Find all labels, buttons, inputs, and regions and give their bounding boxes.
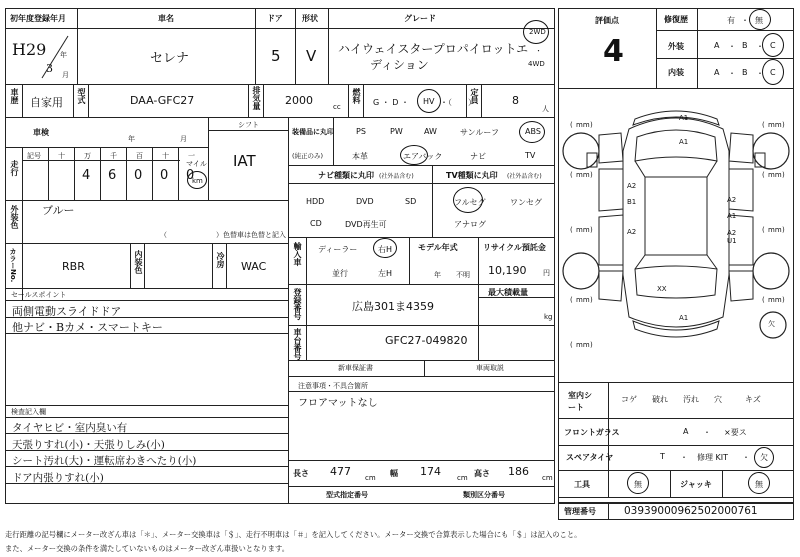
mm-unit: mm [768, 296, 782, 304]
rule [5, 200, 288, 201]
navi-item: DVD [356, 197, 374, 206]
mileage-digit: 6 [108, 168, 117, 183]
grade-line-1: ハイウェイスタープロパイロットエ [338, 42, 529, 56]
shift-label: シフト [238, 121, 259, 129]
interior-color-label: 内装色 [134, 250, 143, 274]
rule [22, 147, 23, 200]
navi-item: CD [310, 219, 322, 228]
rule [126, 147, 127, 200]
interior-seat-label: 室内シート [568, 391, 592, 412]
color-no-label: カラーNo. [9, 248, 17, 283]
shape-value: V [306, 47, 317, 65]
rule [328, 8, 329, 84]
jack-value: 無 [755, 480, 763, 489]
windshield-option: A [683, 427, 689, 436]
equipment-item: AW [424, 127, 437, 136]
exterior-option: C [770, 41, 776, 50]
rule [248, 84, 249, 117]
rule [74, 147, 75, 200]
class-number-label: 類別区分番号 [463, 491, 505, 499]
rule [288, 391, 555, 392]
type-designation-label: 型式指定番号 [326, 491, 368, 499]
bracket-close: ) [782, 226, 785, 234]
bracket-open: ( [570, 296, 573, 304]
equipment-item: 本革 [352, 152, 368, 161]
damage-mark: A2 [627, 182, 637, 190]
ac-value: WAC [241, 260, 267, 273]
bracket-open: ( [762, 121, 765, 129]
bracket-open: ( [570, 226, 573, 234]
rule [178, 147, 179, 200]
mm-unit: mm [576, 121, 590, 129]
import-parallel: 並行 [332, 269, 348, 278]
interior-seat-option: 穴 [714, 395, 722, 404]
exterior-option: ・ [728, 42, 736, 51]
rule [208, 130, 288, 131]
interior-option: ・ [756, 69, 764, 78]
rule [722, 470, 723, 497]
rule [77, 8, 78, 84]
mileage-digit-header: 記号 [27, 152, 41, 160]
drive-separator: ・ [535, 47, 542, 55]
rule [288, 325, 555, 326]
interior-grade-circle [762, 59, 784, 85]
wheel-front-left [563, 133, 599, 169]
drive-4wd: 4WD [528, 60, 545, 68]
rule [424, 360, 425, 376]
rule [288, 460, 555, 461]
exterior-label: 外装 [668, 42, 684, 51]
sales-point-item: 他ナビ・Bカメ・スマートキー [12, 321, 163, 334]
interior-option: A [714, 68, 720, 77]
rule [288, 376, 555, 377]
import-right: 右H [378, 245, 393, 254]
abs-circle [519, 121, 545, 143]
bracket-close: ) [782, 171, 785, 179]
max-load-label: 最大積載量 [488, 288, 528, 297]
windshield-label: フロントガラス [564, 428, 620, 437]
interior-seat-option: 汚れ [683, 395, 699, 404]
interior-seat-option: キズ [745, 395, 761, 404]
footer-line-2: また、メーター交換の条件を満たしていないものはメーター改ざん車扱いとなります。 [5, 544, 289, 553]
drive-2wd-circle [523, 20, 549, 44]
tv-item: ワンセグ [510, 198, 542, 207]
km-circle [187, 171, 207, 189]
new-car-warranty: 新車保証書 [338, 364, 373, 372]
rule [558, 497, 794, 498]
mileage-digit: 0 [160, 168, 169, 183]
first-reg-label: 初年度登録年月 [10, 14, 66, 23]
bracket-close: ) [590, 226, 593, 234]
rule [5, 288, 288, 289]
mile-label: マイル [186, 160, 207, 168]
damage-mark: U1 [727, 237, 737, 245]
length-value: 477 [330, 465, 351, 478]
length-unit: cm [365, 474, 376, 482]
import-label: 輸入車 [293, 242, 302, 266]
spare-tire-option: T [660, 452, 665, 461]
width-unit: cm [457, 474, 468, 482]
repair-option: ・ [741, 16, 749, 25]
model-year-year: 年 [434, 271, 441, 279]
equipment-item: サンルーフ [460, 128, 499, 137]
spare-tire-option: ・ [742, 453, 750, 462]
navi-label: ナビ種類に丸印 [318, 171, 374, 180]
airbag-circle [400, 145, 428, 165]
inspector-note-item: ドア内張りすれ(小) [12, 471, 104, 484]
interior-label: 内装 [668, 68, 684, 77]
rule [288, 165, 555, 166]
windshield-option: ×要ス [724, 428, 747, 437]
rule [432, 165, 433, 237]
rule [263, 84, 264, 117]
rule [48, 147, 49, 200]
color-label: 外装色 [10, 205, 19, 229]
rule [288, 486, 555, 487]
damage-mark: A1 [679, 138, 689, 146]
navi-sub: (社外品含む) [379, 173, 414, 180]
bracket-close: ) [782, 121, 785, 129]
rule [697, 8, 698, 88]
tv-label: TV種類に丸印 [446, 171, 498, 180]
interior-seat-option: 破れ [652, 395, 668, 404]
displacement-value: 2000 [285, 94, 313, 107]
first-reg-month: 3 [46, 62, 53, 75]
vehicle-manual: 車両取説 [476, 364, 504, 372]
mm-unit: mm [576, 296, 590, 304]
repair-option: 無 [755, 16, 763, 25]
interior-option: C [770, 68, 776, 77]
rule [88, 84, 89, 117]
rule [288, 117, 289, 360]
rule [152, 147, 153, 200]
mileage-digit-header: 十 [58, 152, 65, 160]
rule [255, 8, 256, 84]
mileage-digit-header: 百 [136, 152, 143, 160]
right-hand-circle [373, 238, 397, 258]
score-value: 4 [603, 34, 624, 69]
rule [306, 237, 307, 284]
damage-mark: B1 [627, 198, 637, 206]
rule [295, 8, 296, 84]
import-dealer: ディーラー [318, 245, 358, 254]
rule [5, 433, 288, 434]
exterior-grade-circle [762, 33, 784, 57]
inspector-note-item: シート汚れ(大)・運転席わきへたり(小) [12, 455, 197, 467]
inspector-label: 検査記入欄 [11, 408, 46, 416]
usage-value: 自家用 [30, 96, 63, 109]
damage-mark: A1 [679, 314, 689, 322]
year-unit: 年 [60, 51, 67, 59]
repair-none-circle [749, 9, 771, 30]
month-unit: 月 [62, 71, 69, 79]
navi-item: HDD [306, 197, 325, 206]
bracket-close: ) [590, 121, 593, 129]
bracket-open: ( [570, 341, 573, 349]
rule [558, 470, 794, 471]
repair-option: 有 [727, 16, 735, 25]
bracket-open: ( [570, 171, 573, 179]
model-year-label: モデル年式 [418, 243, 458, 252]
score-label: 評価点 [595, 16, 619, 25]
fuel-circle [417, 89, 441, 113]
width-label: 幅 [390, 469, 398, 478]
rule [288, 237, 555, 238]
bracket-open: ( [570, 121, 573, 129]
bracket-open: ( [762, 226, 765, 234]
height-unit: cm [542, 474, 553, 482]
mm-unit: mm [576, 341, 590, 349]
rule [22, 84, 23, 117]
rule [288, 284, 555, 285]
repair-label: 修復歴 [664, 15, 688, 24]
rule [5, 405, 288, 406]
height-label: 高さ [474, 469, 490, 478]
door-count: 5 [271, 47, 281, 65]
recycle-label: リサイクル預託金 [483, 243, 546, 252]
rule [5, 243, 288, 244]
inspector-note-item: 天張りすれ(小)・天張りしみ(小) [12, 438, 165, 451]
usage-label: 車歴 [10, 88, 19, 104]
capacity-label: 定員 [470, 88, 479, 104]
damage-mark: A2 [727, 229, 737, 237]
mm-unit: mm [768, 121, 782, 129]
color-value: ブルー [42, 204, 75, 217]
capacity-unit: 人 [542, 105, 549, 113]
missing-mark: 欠 [768, 320, 775, 328]
rule [5, 450, 288, 451]
rule [306, 284, 307, 360]
mm-unit: mm [576, 226, 590, 234]
rule [5, 466, 288, 467]
notes-label: 注意事項・不具合箇所 [298, 382, 368, 390]
damage-mark: XX [657, 285, 667, 293]
fuel-selected: HV [423, 97, 435, 106]
mm-unit: mm [768, 226, 782, 234]
model-value: DAA-GFC27 [130, 94, 195, 107]
wheel-rear-left [563, 253, 599, 289]
spare-tire-label: スペアタイヤ [566, 453, 614, 462]
rule [478, 237, 479, 360]
wheel-rear-right [753, 253, 789, 289]
grade-line-2: ディション [370, 58, 429, 72]
mileage-digit-header: 万 [84, 152, 91, 160]
spare-tire-option: 修理 KIT [697, 453, 729, 462]
management-value: 03939000962502000761 [624, 505, 758, 517]
tv-item: アナログ [454, 220, 486, 229]
mileage-digit-header: 十 [162, 152, 169, 160]
kg-unit: kg [544, 313, 553, 321]
rule [22, 160, 180, 161]
inspection-label: 車検 [33, 128, 49, 137]
rule [5, 333, 288, 334]
rule [288, 360, 555, 361]
car-name-label: 車名 [158, 14, 174, 23]
fullseg-circle [453, 187, 483, 213]
rule [5, 28, 555, 29]
mileage-label: 走行 [10, 160, 19, 176]
capacity-value: 8 [512, 94, 519, 107]
car-diagram [559, 89, 793, 377]
navi-item: SD [405, 197, 417, 206]
interior-seat-option: コゲ [621, 395, 637, 404]
import-left: 左H [378, 269, 393, 278]
inspector-note-item: タイヤヒビ・室内臭い有 [12, 422, 128, 434]
shift-value: IAT [233, 152, 256, 170]
registration-value: 広島301ま4359 [352, 300, 434, 313]
length-label: 長さ [293, 469, 309, 478]
mm-unit: mm [768, 171, 782, 179]
bracket-close: ) [590, 341, 593, 349]
rule [348, 84, 349, 117]
rule [558, 418, 794, 419]
fuel-other: ・（ ） [440, 98, 476, 107]
tools-circle [627, 472, 649, 494]
recycle-value: 10,190 [488, 264, 527, 277]
rule [226, 243, 227, 288]
equipment-item: ABS [525, 127, 541, 136]
equipment-item: ナビ [470, 152, 486, 161]
door-label: ドア [267, 14, 283, 23]
chassis-value: GFC27-049820 [385, 334, 468, 347]
rule [130, 243, 131, 288]
grade-label: グレード [404, 14, 436, 23]
inspection-month: 月 [180, 135, 187, 143]
rule [481, 84, 482, 117]
footer-line-1: 走行距離の記号欄にメーター改ざん車は「＊」、メーター交換車は「＄」、走行不明車は「＃」を記入してください。メーター交換で合算表示した場合にも「＄」は記入のこと。 [5, 530, 582, 539]
tv-sub: (社外品含む) [507, 173, 542, 180]
fuel-options: G ・ D ・ [373, 98, 409, 107]
exterior-option: ・ [756, 42, 764, 51]
equipment-label: 装備品に丸印 [292, 128, 334, 136]
interior-option: B [742, 68, 748, 77]
tv-item: フルセグ [454, 198, 486, 207]
rule [656, 30, 794, 31]
chassis-label: 車台番号 [293, 328, 302, 360]
sales-points-label: セールスポイント [11, 291, 67, 299]
bracket-close: ) [590, 296, 593, 304]
rule [144, 243, 145, 288]
equipment-sub: (純正のみ) [292, 152, 324, 160]
interior-option: ・ [728, 69, 736, 78]
drive-2wd: 2WD [529, 28, 546, 36]
tools-value: 無 [634, 480, 642, 489]
jack-circle [748, 472, 770, 494]
mileage-digit-header: 千 [110, 152, 117, 160]
rule [212, 243, 213, 288]
wheel-front-right [753, 133, 789, 169]
rule [288, 183, 555, 184]
color-note: （ ）色替車は色替と記入 [160, 231, 286, 239]
model-label: 型式 [77, 88, 86, 104]
rule [409, 237, 410, 284]
sales-point-item: 両側電動スライドドア [12, 305, 122, 318]
rule [5, 417, 288, 418]
rule [558, 445, 794, 446]
recycle-unit: 円 [543, 269, 550, 277]
navi-item: DVD再生可 [345, 220, 387, 229]
rule [22, 200, 23, 300]
rule [5, 317, 288, 318]
rule [288, 360, 289, 504]
cc-unit: cc [333, 103, 341, 111]
bracket-open: ( [762, 296, 765, 304]
color-no-value: RBR [62, 260, 85, 273]
rule [608, 502, 609, 520]
exterior-option: A [714, 41, 720, 50]
km-label: km [192, 177, 203, 185]
rule [363, 84, 364, 117]
registration-label: 登録番号 [293, 288, 302, 320]
damage-mark: A2 [727, 196, 737, 204]
tools-label: 工具 [574, 480, 590, 489]
rule [558, 382, 794, 383]
width-value: 174 [420, 465, 441, 478]
equipment-item: エアバック [403, 152, 443, 161]
rule [656, 8, 657, 88]
rule [100, 147, 101, 200]
mileage-digit-header: 一 [188, 152, 195, 160]
mileage-digit: 0 [134, 168, 143, 183]
rule [73, 84, 74, 117]
rule [5, 117, 555, 118]
mileage-digit: 4 [82, 168, 91, 183]
car-name: セレナ [150, 51, 190, 66]
inspection-year: 年 [128, 135, 135, 143]
spare-tire-option: 欠 [760, 453, 768, 462]
rule [5, 300, 288, 301]
management-label: 管理番号 [564, 507, 596, 516]
displacement-label: 排気量 [252, 86, 261, 110]
equipment-item: PS [356, 127, 366, 136]
spare-missing-mark-circle [754, 447, 774, 468]
spare-tire-option: ・ [680, 453, 688, 462]
shape-label: 形状 [302, 14, 318, 23]
notes-value: フロアマットなし [298, 398, 378, 409]
damage-mark: A1 [679, 114, 689, 122]
mileage-digit: 0 [186, 168, 195, 183]
mm-unit: mm [576, 171, 590, 179]
fuel-label: 燃料 [352, 88, 361, 104]
bracket-open: ( [762, 171, 765, 179]
rule [608, 382, 609, 497]
equipment-item: PW [390, 127, 403, 136]
damage-mark: A2 [627, 228, 637, 236]
rule [5, 483, 288, 484]
model-year-unknown: 不明 [456, 271, 470, 279]
windshield-option: ・ [703, 428, 711, 437]
equipment-item: TV [525, 151, 536, 160]
damage-mark: A1 [727, 212, 737, 220]
bracket-close: ) [782, 296, 785, 304]
exterior-option: B [742, 41, 748, 50]
bracket-close: ) [590, 171, 593, 179]
jack-label: ジャッキ [680, 480, 712, 489]
ac-label: 冷房 [216, 252, 225, 268]
rule [670, 470, 671, 497]
height-value: 186 [508, 465, 529, 478]
first-reg-year: H29 [12, 40, 47, 59]
rule [333, 117, 334, 165]
